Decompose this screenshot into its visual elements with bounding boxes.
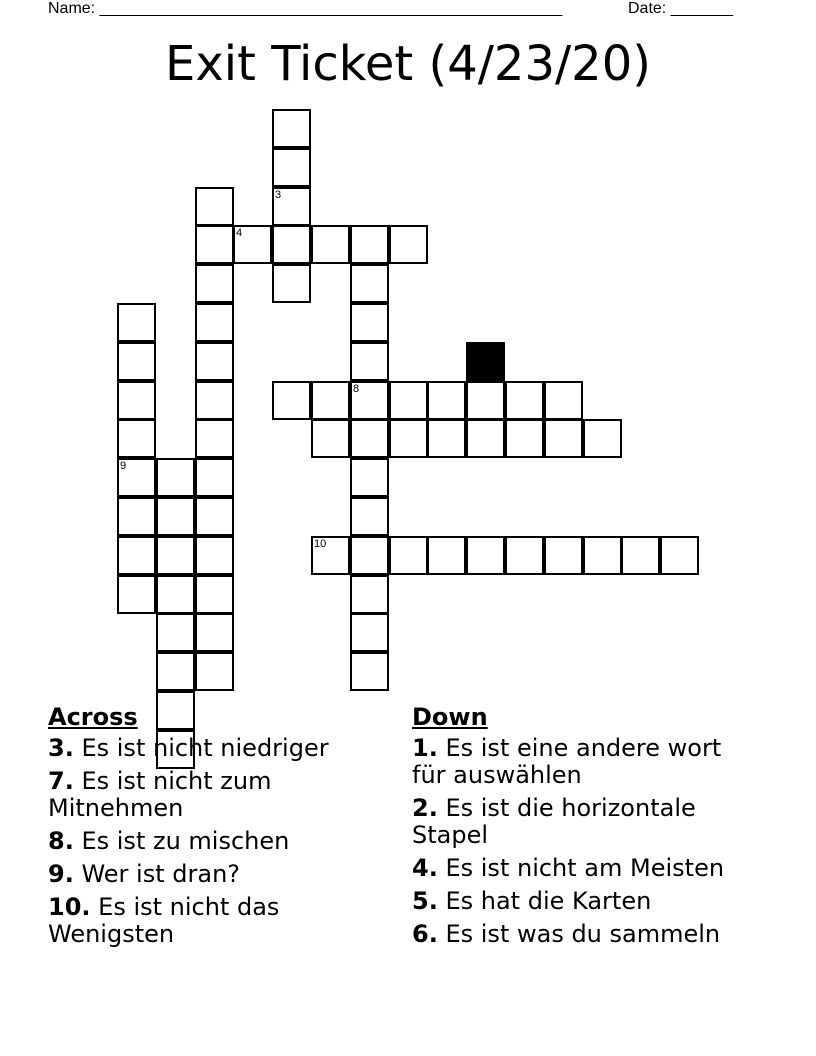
down-heading: Down: [412, 703, 488, 731]
answer-square[interactable]: [350, 419, 389, 458]
clue-text: Wer ist dran?: [81, 860, 241, 888]
answer-square[interactable]: [350, 381, 389, 420]
answer-square[interactable]: [272, 109, 311, 148]
clue-number-label: 3: [275, 189, 282, 201]
clue-number: 8.: [48, 827, 74, 855]
answer-square[interactable]: [117, 458, 156, 497]
answer-square[interactable]: [117, 381, 156, 420]
answer-square[interactable]: [466, 381, 505, 420]
answer-square[interactable]: [544, 419, 583, 458]
clue-number: 6.: [412, 920, 438, 948]
clue-text: Es ist nicht am Meisten: [445, 854, 725, 882]
answer-square[interactable]: [156, 536, 195, 575]
answer-square[interactable]: [195, 497, 234, 536]
answer-square[interactable]: [350, 225, 389, 264]
answer-square[interactable]: [311, 381, 350, 420]
answer-square[interactable]: [117, 536, 156, 575]
clue-down-2: [412, 795, 752, 849]
answer-square[interactable]: [195, 536, 234, 575]
answer-square[interactable]: [427, 381, 466, 420]
answer-square[interactable]: [350, 497, 389, 536]
answer-square[interactable]: [272, 187, 311, 226]
clue-number-label: 4: [236, 227, 243, 239]
answer-square[interactable]: [117, 342, 156, 381]
clue-across-7: [48, 768, 388, 822]
answer-square[interactable]: [311, 536, 350, 575]
answer-square[interactable]: [195, 187, 234, 226]
clue-number: 7.: [48, 767, 74, 795]
answer-square[interactable]: [233, 225, 272, 264]
clue-text: Es ist die horizontale Stapel: [412, 794, 696, 849]
answer-square[interactable]: [195, 575, 234, 614]
answer-square[interactable]: [350, 652, 389, 691]
clue-number: 9.: [48, 860, 74, 888]
answer-square[interactable]: [156, 497, 195, 536]
across-clues: [48, 704, 388, 954]
answer-square[interactable]: [156, 613, 195, 652]
clue-number-label: 9: [120, 460, 127, 472]
answer-square[interactable]: [195, 264, 234, 303]
answer-square[interactable]: [466, 419, 505, 458]
answer-square[interactable]: [272, 148, 311, 187]
name-field-label: Name: ____________________________________________________: [48, 0, 563, 17]
answer-square[interactable]: [389, 225, 428, 264]
answer-square[interactable]: [583, 536, 622, 575]
clue-down-6: [412, 921, 752, 948]
clue-down-1: [412, 735, 752, 789]
answer-square[interactable]: [156, 652, 195, 691]
page-title: Exit Ticket (4/23/20): [165, 36, 651, 92]
clue-number: 2.: [412, 794, 438, 822]
down-clues: [412, 704, 752, 954]
answer-square[interactable]: [350, 264, 389, 303]
answer-square[interactable]: [195, 613, 234, 652]
answer-square[interactable]: [350, 303, 389, 342]
answer-square[interactable]: [350, 613, 389, 652]
clue-text: Es ist zu mischen: [81, 827, 290, 855]
answer-square[interactable]: [117, 497, 156, 536]
clue-across-10: [48, 894, 388, 948]
answer-square[interactable]: [660, 536, 699, 575]
answer-square[interactable]: [466, 536, 505, 575]
clue-text: Es hat die Karten: [445, 887, 652, 915]
answer-square[interactable]: [195, 652, 234, 691]
answer-square[interactable]: [583, 419, 622, 458]
clue-number: 1.: [412, 734, 438, 762]
answer-square[interactable]: [350, 458, 389, 497]
answer-square[interactable]: [350, 342, 389, 381]
answer-square[interactable]: [505, 536, 544, 575]
clue-across-9: [48, 861, 388, 888]
answer-square[interactable]: [195, 381, 234, 420]
answer-square[interactable]: [389, 536, 428, 575]
answer-square[interactable]: [389, 419, 428, 458]
answer-square[interactable]: [195, 225, 234, 264]
clue-number: 5.: [412, 887, 438, 915]
answer-square[interactable]: [427, 419, 466, 458]
answer-square[interactable]: [311, 225, 350, 264]
answer-square[interactable]: [544, 536, 583, 575]
answer-square[interactable]: [350, 575, 389, 614]
answer-square[interactable]: [117, 419, 156, 458]
answer-square[interactable]: [156, 458, 195, 497]
answer-square[interactable]: [272, 225, 311, 264]
answer-square[interactable]: [427, 536, 466, 575]
answer-square[interactable]: [272, 264, 311, 303]
answer-square[interactable]: [156, 575, 195, 614]
answer-square[interactable]: [195, 458, 234, 497]
answer-square[interactable]: [272, 381, 311, 420]
answer-square[interactable]: [544, 381, 583, 420]
answer-square[interactable]: [505, 419, 544, 458]
date-field-label: Date: _______: [628, 0, 733, 17]
answer-square[interactable]: [389, 381, 428, 420]
answer-square[interactable]: [195, 419, 234, 458]
answer-square[interactable]: [195, 303, 234, 342]
across-heading: Across: [48, 703, 138, 731]
answer-square[interactable]: [311, 419, 350, 458]
answer-square[interactable]: [505, 381, 544, 420]
answer-square[interactable]: [621, 536, 660, 575]
clue-across-8: [48, 828, 388, 855]
clue-number: 10.: [48, 893, 91, 921]
clue-text: Es ist eine andere wort für auswählen: [412, 734, 722, 789]
clue-number-label: 8: [353, 383, 360, 395]
clue-number: 3.: [48, 734, 74, 762]
answer-square[interactable]: [350, 536, 389, 575]
answer-square[interactable]: [117, 303, 156, 342]
answer-square[interactable]: [195, 342, 234, 381]
answer-square[interactable]: [117, 575, 156, 614]
clue-text: Es ist nicht niedriger: [81, 734, 329, 762]
clue-number-label: 10: [314, 538, 327, 550]
clue-across-3: [48, 735, 388, 762]
black-square: [466, 342, 505, 381]
clue-text: Es ist nicht zum Mitnehmen: [48, 767, 272, 822]
clue-down-4: [412, 855, 752, 882]
clue-number: 4.: [412, 854, 438, 882]
clue-down-5: [412, 888, 752, 915]
clue-text: Es ist was du sammeln: [445, 920, 721, 948]
clue-text: Es ist nicht das Wenigsten: [48, 893, 280, 948]
